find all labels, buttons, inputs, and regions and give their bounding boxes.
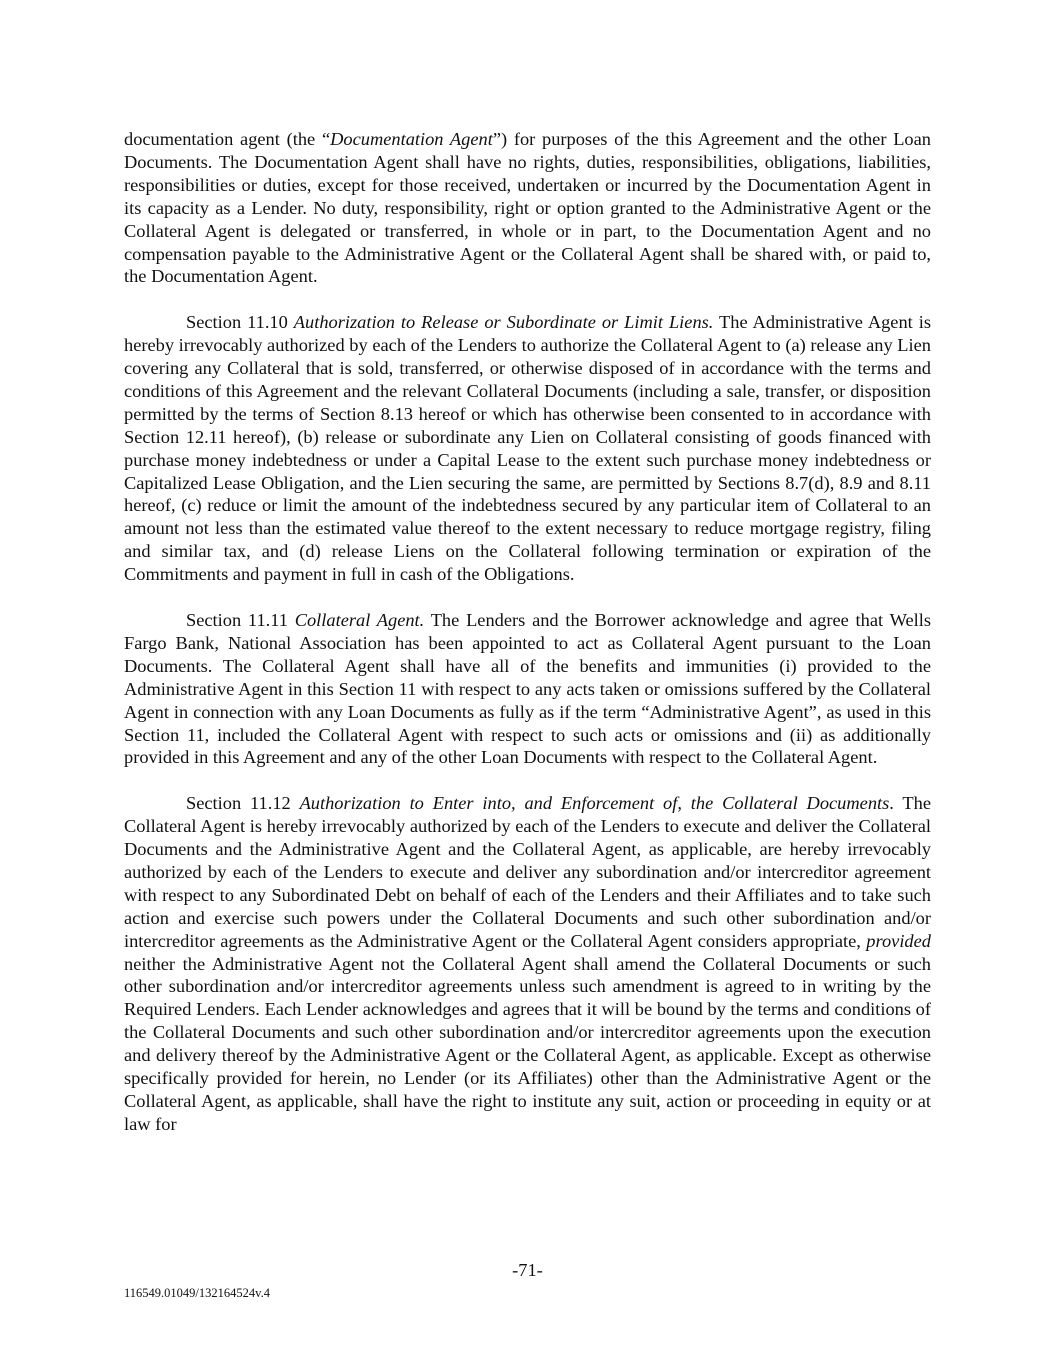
section-11-12-paragraph bbox=[124, 792, 931, 1136]
section-11-11-paragraph bbox=[124, 609, 931, 769]
paragraph-text: . The Collateral Agent is hereby irrevocably authorized by each of the Lenders to execute and deliver the Collateral Documents and the Administrative Agent and the Collateral Agent, as applicable, are hereby irrevocably authorized by each of the Lenders to execute and deliver any subordination and/or intercreditor agreement with respect to any Subordinated Debt on behalf of each of the Lenders and their Affiliates and to take such action and exercise such powers under the Collateral Documents and such other subordination and/or intercreditor agreements as the Administrative Agent or the Collateral Agent considers appropriate, bbox=[124, 793, 931, 951]
defined-term: Documentation Agent bbox=[330, 129, 493, 149]
section-number: Section 11.11 bbox=[186, 610, 295, 630]
paragraph-text: ”) for purposes of the this Agreement and the other Loan Documents. The Documentation Agent shall have no rights, duties, responsibilities, obligations, liabilities, responsibilities or duties, except for those received, undertaken or incurred by the Documentation Agent in its capacity as a Lender. No duty, responsibility, right or option granted to the Administrative Agent or the Collateral Agent is delegated or transferred, in whole or in part, to the Documentation Agent and no compensation payable to the Administrative Agent or the Collateral Agent shall be shared with, or paid to, the Documentation Agent. bbox=[124, 129, 931, 287]
page-number: -71- bbox=[512, 1260, 543, 1280]
paragraph-documentation-agent bbox=[124, 128, 931, 288]
paragraph-text: The Lenders and the Borrower acknowledge and agree that Wells Fargo Bank, National Association has been appointed to act as Collateral Agent pursuant to the Loan Documents. The Collateral Agent shall have all of the benefits and immunities (i) provided to the Administrative Agent in this Section 11 with respect to any acts taken or omissions suffered by the Collateral Agent in connection with any Loan Documents as fully as if the term “Administrative Agent”, as used in this Section 11, included the Collateral Agent with respect to such acts or omissions and (ii) as additionally provided in this Agreement and any of the other Loan Documents with respect to the Collateral Agent. bbox=[124, 610, 931, 768]
section-11-10-paragraph bbox=[124, 311, 931, 586]
paragraph-text: neither the Administrative Agent not the Collateral Agent shall amend the Collateral Documents or such other subordination and/or intercreditor agreements unless such amendment is agreed to in writing by the Required Lenders. Each Lender acknowledges and agrees that it will be bound by the terms and conditions of the Collateral Documents and such other subordination and/or intercreditor agreements upon the execution and delivery thereof by the Administrative Agent or the Collateral Agent, as applicable. Except as otherwise specifically provided for herein, no Lender (or its Affiliates) other than the Administrative Agent or the Collateral Agent, as applicable, shall have the right to institute any suit, action or proceeding in equity or at law for bbox=[124, 953, 931, 1134]
section-heading: Authorization to Release or Subordinate or Limit Liens. bbox=[293, 312, 714, 333]
document-id: 116549.01049/132164524v.4 bbox=[124, 1286, 270, 1300]
section-heading: Authorization to Enter into, and Enforcement of, the Collateral Documents bbox=[299, 793, 890, 814]
proviso-term: provided bbox=[866, 930, 931, 951]
paragraph-text: documentation agent (the “ bbox=[124, 129, 331, 149]
document-body bbox=[124, 128, 931, 1159]
section-number: Section 11.12 bbox=[186, 793, 300, 814]
section-heading: Collateral Agent. bbox=[294, 610, 425, 630]
paragraph-text: The Administrative Agent is hereby irrevocably authorized by each of the Lenders to authorize the Collateral Agent to (a) release any Lien covering any Collateral that is sold, transferred, or otherwise disposed of in accordance with the terms and conditions of this Agreement and the relevant Collateral Documents (including a sale, transfer, or disposition permitted by the terms of Section 8.13 hereof or which has otherwise been consented to in accordance with Section 12.11 hereof), (b) release or subordinate any Lien on Collateral consisting of goods financed with purchase money indebtedness or under a Capital Lease to the extent such purchase money indebtedness or Capitalized Lease Obligation, and the Lien securing the same, are permitted by Sections 8.7(d), 8.9 and 8.11 hereof, (c) reduce or limit the amount of the indebtedness secured by any particular item of Collateral to an amount not less than the estimated value thereof to the extent necessary to reduce mortgage registry, filing and similar tax, and (d) release Liens on the Collateral following termination or expiration of the Commitments and payment in full in cash of the Obligations. bbox=[124, 312, 932, 585]
section-number: Section 11.10 bbox=[186, 312, 294, 333]
